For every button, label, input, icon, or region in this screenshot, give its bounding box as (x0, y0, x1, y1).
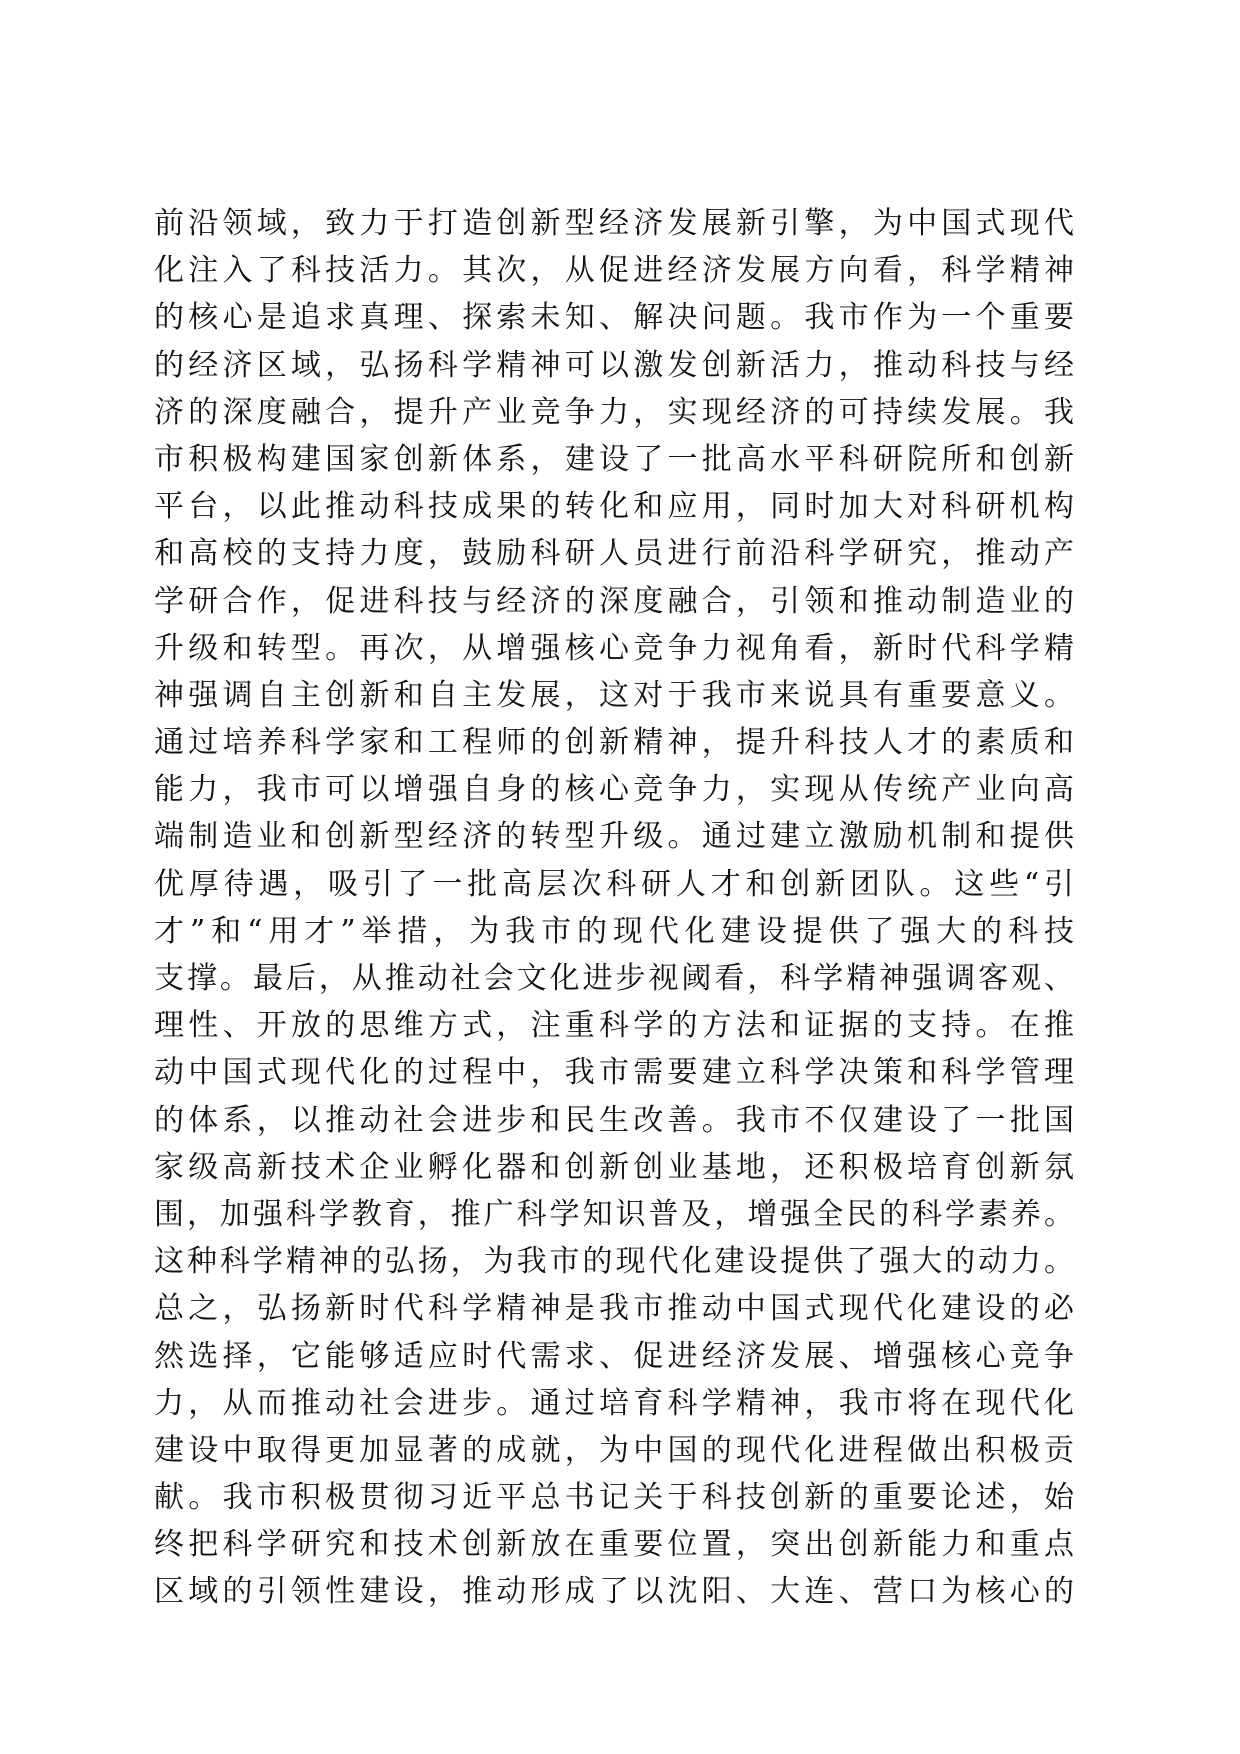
text-line: 平台，以此推动科技成果的转化和应用，同时加大对科研机构 (154, 489, 1074, 525)
text-line: 神强调自主创新和自主发展，这对于我市来说具有重要意义。 (154, 677, 1074, 713)
text-line: 端制造业和创新型经济的转型升级。通过建立激励机制和提供 (154, 819, 1074, 855)
text-line: 的体系，以推动社会进步和民生改善。我市不仅建设了一批国 (154, 1102, 1074, 1138)
text-line: 前沿领域，致力于打造创新型经济发展新引擎，为中国式现代 (154, 206, 1074, 241)
text-line: 济的深度融合，提升产业竞争力，实现经济的可持续发展。我 (154, 394, 1074, 430)
text-line: 区域的引领性建设，推动形成了以沈阳、大连、营口为核心的 (154, 1574, 1074, 1610)
text-line: 建设中取得更加显著的成就，为中国的现代化进程做出积极贡 (154, 1432, 1074, 1468)
text-line: 能力，我市可以增强自身的核心竞争力，实现从传统产业向高 (154, 772, 1074, 808)
text-line: 终把科学研究和技术创新放在重要位置，突出创新能力和重点 (154, 1527, 1074, 1563)
text-line: 理性、开放的思维方式，注重科学的方法和证据的支持。在推 (154, 1008, 1074, 1044)
text-line: 的经济区域，弘扬科学精神可以激发创新活力，推动科技与经 (154, 347, 1074, 383)
text-line: 才”和“用才”举措，为我市的现代化建设提供了强大的科技 (154, 913, 1074, 949)
text-line: 优厚待遇，吸引了一批高层次科研人才和创新团队。这些“引 (154, 866, 1074, 902)
text-line: 学研合作，促进科技与经济的深度融合，引领和推动制造业的 (154, 583, 1074, 619)
text-line: 总之，弘扬新时代科学精神是我市推动中国式现代化建设的必 (154, 1291, 1074, 1327)
text-line: 这种科学精神的弘扬，为我市的现代化建设提供了强大的动力。 (154, 1244, 1074, 1280)
text-line: 的核心是追求真理、探索未知、解决问题。我市作为一个重要 (154, 300, 1074, 336)
text-line: 通过培养科学家和工程师的创新精神，提升科技人才的素质和 (154, 725, 1074, 761)
text-line: 市积极构建国家创新体系，建设了一批高水平科研院所和创新 (154, 441, 1074, 477)
text-line: 升级和转型。再次，从增强核心竞争力视角看，新时代科学精 (154, 630, 1074, 666)
text-line: 力，从而推动社会进步。通过培育科学精神，我市将在现代化 (154, 1385, 1074, 1421)
text-line: 和高校的支持力度，鼓励科研人员进行前沿科学研究，推动产 (154, 536, 1074, 572)
body-text (154, 200, 1074, 1616)
text-line: 献。我市积极贯彻习近平总书记关于科技创新的重要论述，始 (154, 1480, 1074, 1516)
text-line: 支撑。最后，从推动社会文化进步视阈看，科学精神强调客观、 (154, 961, 1074, 996)
text-line: 围，加强科学教育，推广科学知识普及，增强全民的科学素养。 (154, 1196, 1074, 1232)
text-line: 化注入了科技活力。其次，从促进经济发展方向看，科学精神 (154, 253, 1074, 289)
text-line: 动中国式现代化的过程中，我市需要建立科学决策和科学管理 (154, 1055, 1074, 1091)
text-line: 然选择，它能够适应时代需求、促进经济发展、增强核心竞争 (154, 1338, 1074, 1374)
text-line: 家级高新技术企业孵化器和创新创业基地，还积极培育创新氛 (154, 1149, 1074, 1185)
